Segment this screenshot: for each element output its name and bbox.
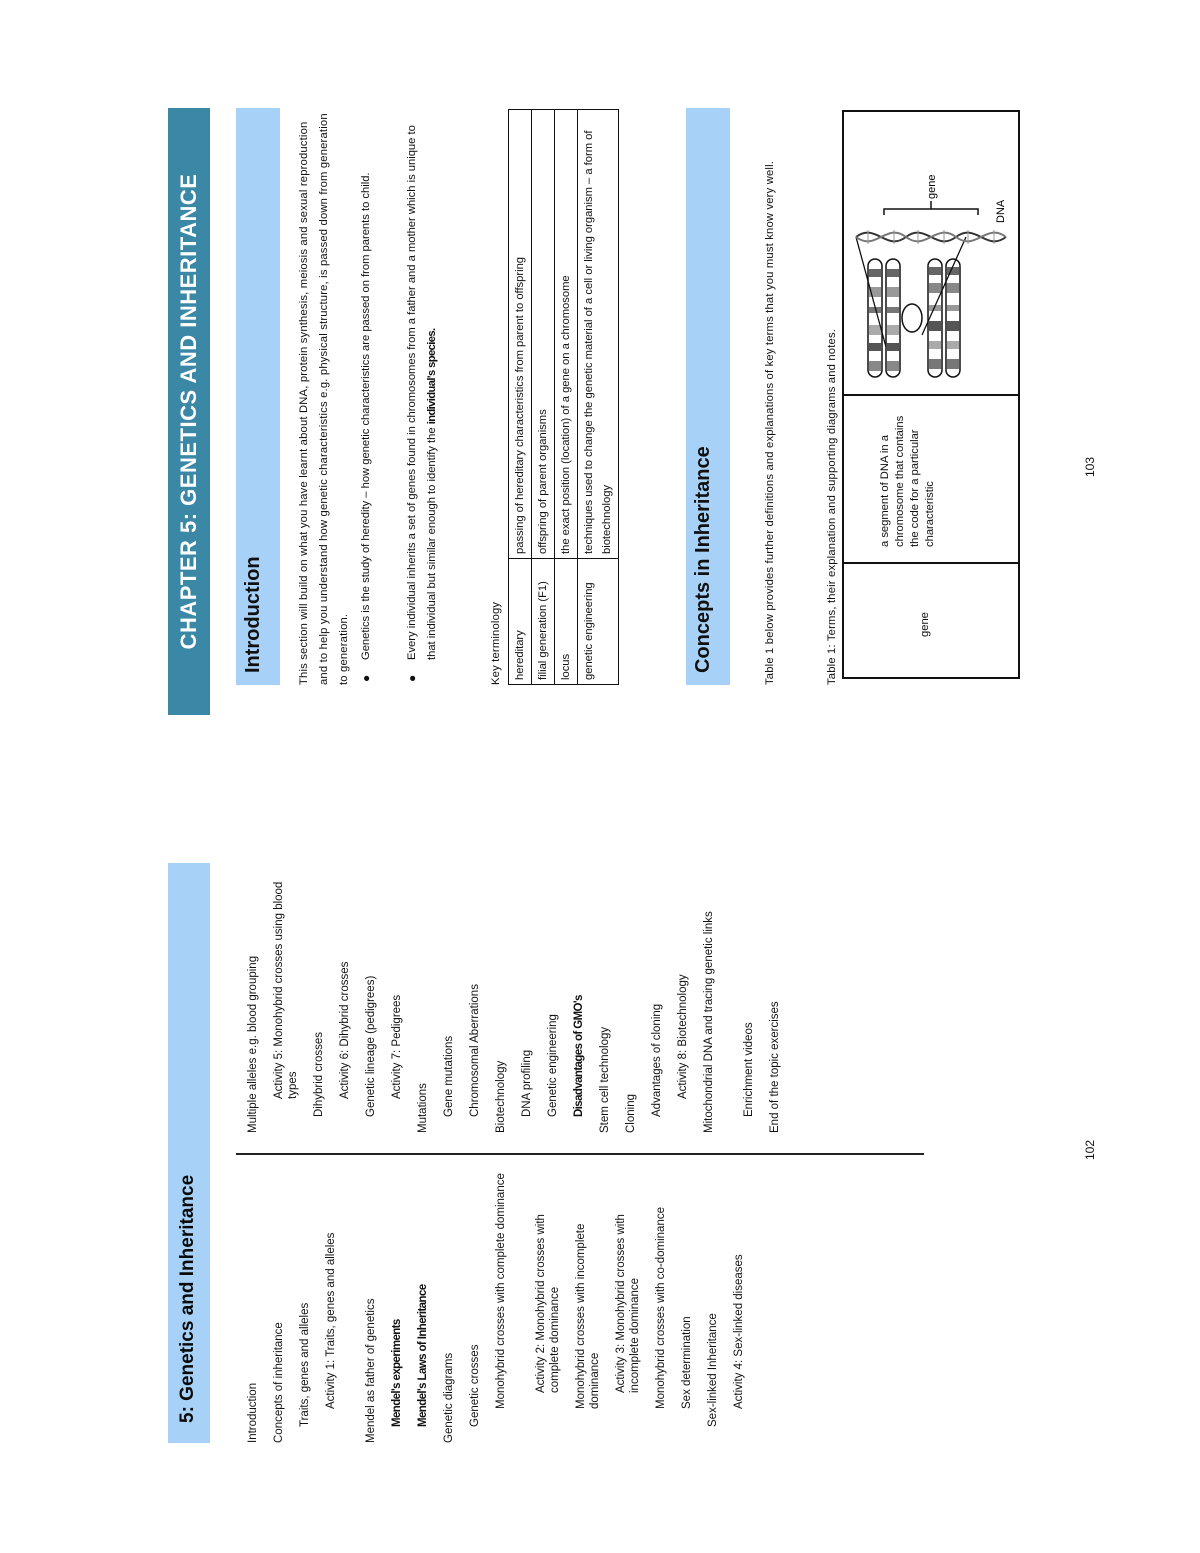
toc-entry: Disadvantages of GMO's bbox=[573, 995, 585, 1117]
toc-entry: Activity 8: Biotechnology bbox=[677, 974, 689, 1099]
toc-entry: Monohybrid crosses with co-dominance bbox=[655, 1207, 667, 1409]
toc-entry: Activity 1: Traits, genes and alleles bbox=[325, 1232, 337, 1409]
toc-entry: Mutations bbox=[417, 1083, 429, 1133]
concepts-heading-band bbox=[686, 108, 730, 685]
key-term-definition: offspring of parent organisms bbox=[532, 110, 555, 559]
diagram-gene-label: gene bbox=[926, 174, 938, 199]
toc-entry: Activity 7: Pedigrees bbox=[391, 994, 403, 1099]
key-term-definition: techniques used to change the genetic material of a cell or living organism – a form of biotechnology bbox=[578, 110, 619, 559]
bullet-dot-icon: ● bbox=[405, 674, 419, 682]
toc-entry: Mendel's Laws of Inheritance bbox=[417, 1284, 429, 1427]
toc-entry: Activity 3: Monohybrid crosses with incomplete dominance bbox=[615, 1214, 641, 1393]
key-term: locus bbox=[555, 559, 578, 685]
toc-entry: Activity 2: Monohybrid crosses with complete dominance bbox=[535, 1214, 561, 1393]
toc-entry: Mendel as father of genetics bbox=[365, 1298, 377, 1443]
table-1-term: gene bbox=[919, 612, 931, 637]
toc-entry: Cloning bbox=[625, 1094, 637, 1133]
chapter-header-band bbox=[168, 863, 210, 1443]
chromosome-icon bbox=[868, 259, 960, 377]
dna-helix-icon bbox=[856, 230, 1006, 244]
toc-entry: Genetic lineage (pedigrees) bbox=[365, 975, 377, 1117]
table-1-caption: Table 1: Terms, their explanation and supporting diagrams and notes. bbox=[826, 328, 838, 685]
toc-entry: Genetic diagrams bbox=[443, 1352, 455, 1443]
key-term: hereditary bbox=[509, 559, 532, 685]
toc-entry: Sex-linked Inheritance bbox=[707, 1313, 719, 1427]
toc-entry: Sex determination bbox=[681, 1316, 693, 1409]
toc-entry: Traits, genes and alleles bbox=[299, 1302, 311, 1427]
key-term-row bbox=[532, 110, 555, 685]
key-terminology-table bbox=[508, 109, 619, 685]
diagram-dna-label: DNA bbox=[995, 199, 1007, 223]
toc-entry: Genetic engineering bbox=[547, 1014, 559, 1117]
table-1 bbox=[842, 110, 1020, 679]
gene-bracket bbox=[884, 209, 978, 215]
key-term: genetic engineering bbox=[578, 559, 619, 685]
chromosome-dna-diagram bbox=[846, 117, 1014, 387]
toc-entry: Chromosomal Aberrations bbox=[469, 984, 481, 1117]
toc-entry: Activity 4: Sex-linked diseases bbox=[733, 1254, 745, 1409]
key-term-definition: the exact position (location) of a gene on a chromosome bbox=[555, 110, 578, 559]
intro-heading: Introduction bbox=[242, 556, 264, 673]
key-term-definition: passing of hereditary characteristics from parent to offspring bbox=[509, 110, 532, 559]
table-1-explanation: a segment of DNA in a chromosome that contains the code for a particular characteristic bbox=[879, 415, 936, 547]
page-number-102: 102 bbox=[1083, 1139, 1097, 1160]
key-term-row bbox=[578, 110, 619, 685]
toc-entry: Enrichment videos bbox=[743, 1022, 755, 1117]
toc-entry: Introduction bbox=[247, 1382, 259, 1443]
toc-entry: Genetic crosses bbox=[469, 1344, 481, 1427]
toc-entry: Mendel's experiments bbox=[391, 1319, 403, 1427]
bullet-genetics-text: Genetics is the study of heredity – how genetic characteristics are passed on from parents to child. bbox=[360, 172, 372, 660]
toc-entry: DNA profiling bbox=[521, 1049, 533, 1117]
toc-entry: Biotechnology bbox=[495, 1060, 507, 1133]
chapter-title: CHAPTER 5: GENETICS AND INHERITANCE bbox=[176, 173, 201, 650]
toc-entry: Stem cell technology bbox=[599, 1026, 611, 1133]
toc-entry: Advantages of cloning bbox=[651, 1003, 663, 1117]
bullet-genetics bbox=[356, 109, 376, 682]
toc-entry: Gene mutations bbox=[443, 1035, 455, 1117]
chapter-title-band bbox=[168, 108, 210, 715]
bullet-inheritance-bold: individual's species. bbox=[426, 328, 438, 425]
intro-heading-band bbox=[236, 108, 280, 685]
bullet-inheritance-text: Every individual inherits a set of genes found in chromosomes from a father and a mother which is unique to that individual but similar enough to identify the bbox=[406, 125, 438, 660]
key-term-row bbox=[509, 110, 532, 685]
key-term: filial generation (F1) bbox=[532, 559, 555, 685]
toc-entry: Monohybrid crosses with incomplete dominance bbox=[575, 1223, 601, 1409]
bullet-dot-icon: ● bbox=[359, 674, 373, 682]
bullet-inheritance bbox=[402, 109, 442, 682]
concepts-paragraph: Table 1 below provides further definitions and explanations of key terms that you must know very well. bbox=[764, 160, 776, 685]
toc-entry: Mitochondrial DNA and tracing genetic links bbox=[703, 911, 715, 1133]
concepts-heading: Concepts in Inheritance bbox=[692, 446, 714, 673]
intro-paragraph: This section will build on what you have learnt about DNA, protein synthesis, meiosis and sexual reproduction and to help you understand how genetic characteristics e.g. physical structure, is passed down from generation to generation. bbox=[298, 113, 350, 685]
toc-entry: Dihybrid crosses bbox=[313, 1032, 325, 1117]
toc-entry: Concepts of inheritance bbox=[273, 1322, 285, 1443]
chapter-header-title: 5: Genetics and Inheritance bbox=[177, 1174, 198, 1423]
key-term-row bbox=[555, 110, 578, 685]
page-number-103: 103 bbox=[1083, 456, 1097, 477]
toc-entry: Monohybrid crosses with complete dominance bbox=[495, 1173, 507, 1409]
toc-column-divider bbox=[236, 1154, 924, 1156]
toc-entry: End of the topic exercises bbox=[769, 1001, 781, 1133]
toc-entry: Activity 5: Monohybrid crosses using blood types bbox=[273, 881, 299, 1099]
toc-entry: Activity 6: Dihybrid crosses bbox=[339, 961, 351, 1099]
key-terminology-label: Key terminology bbox=[490, 601, 502, 685]
toc-entry: Multiple alleles e.g. blood grouping bbox=[247, 955, 259, 1133]
